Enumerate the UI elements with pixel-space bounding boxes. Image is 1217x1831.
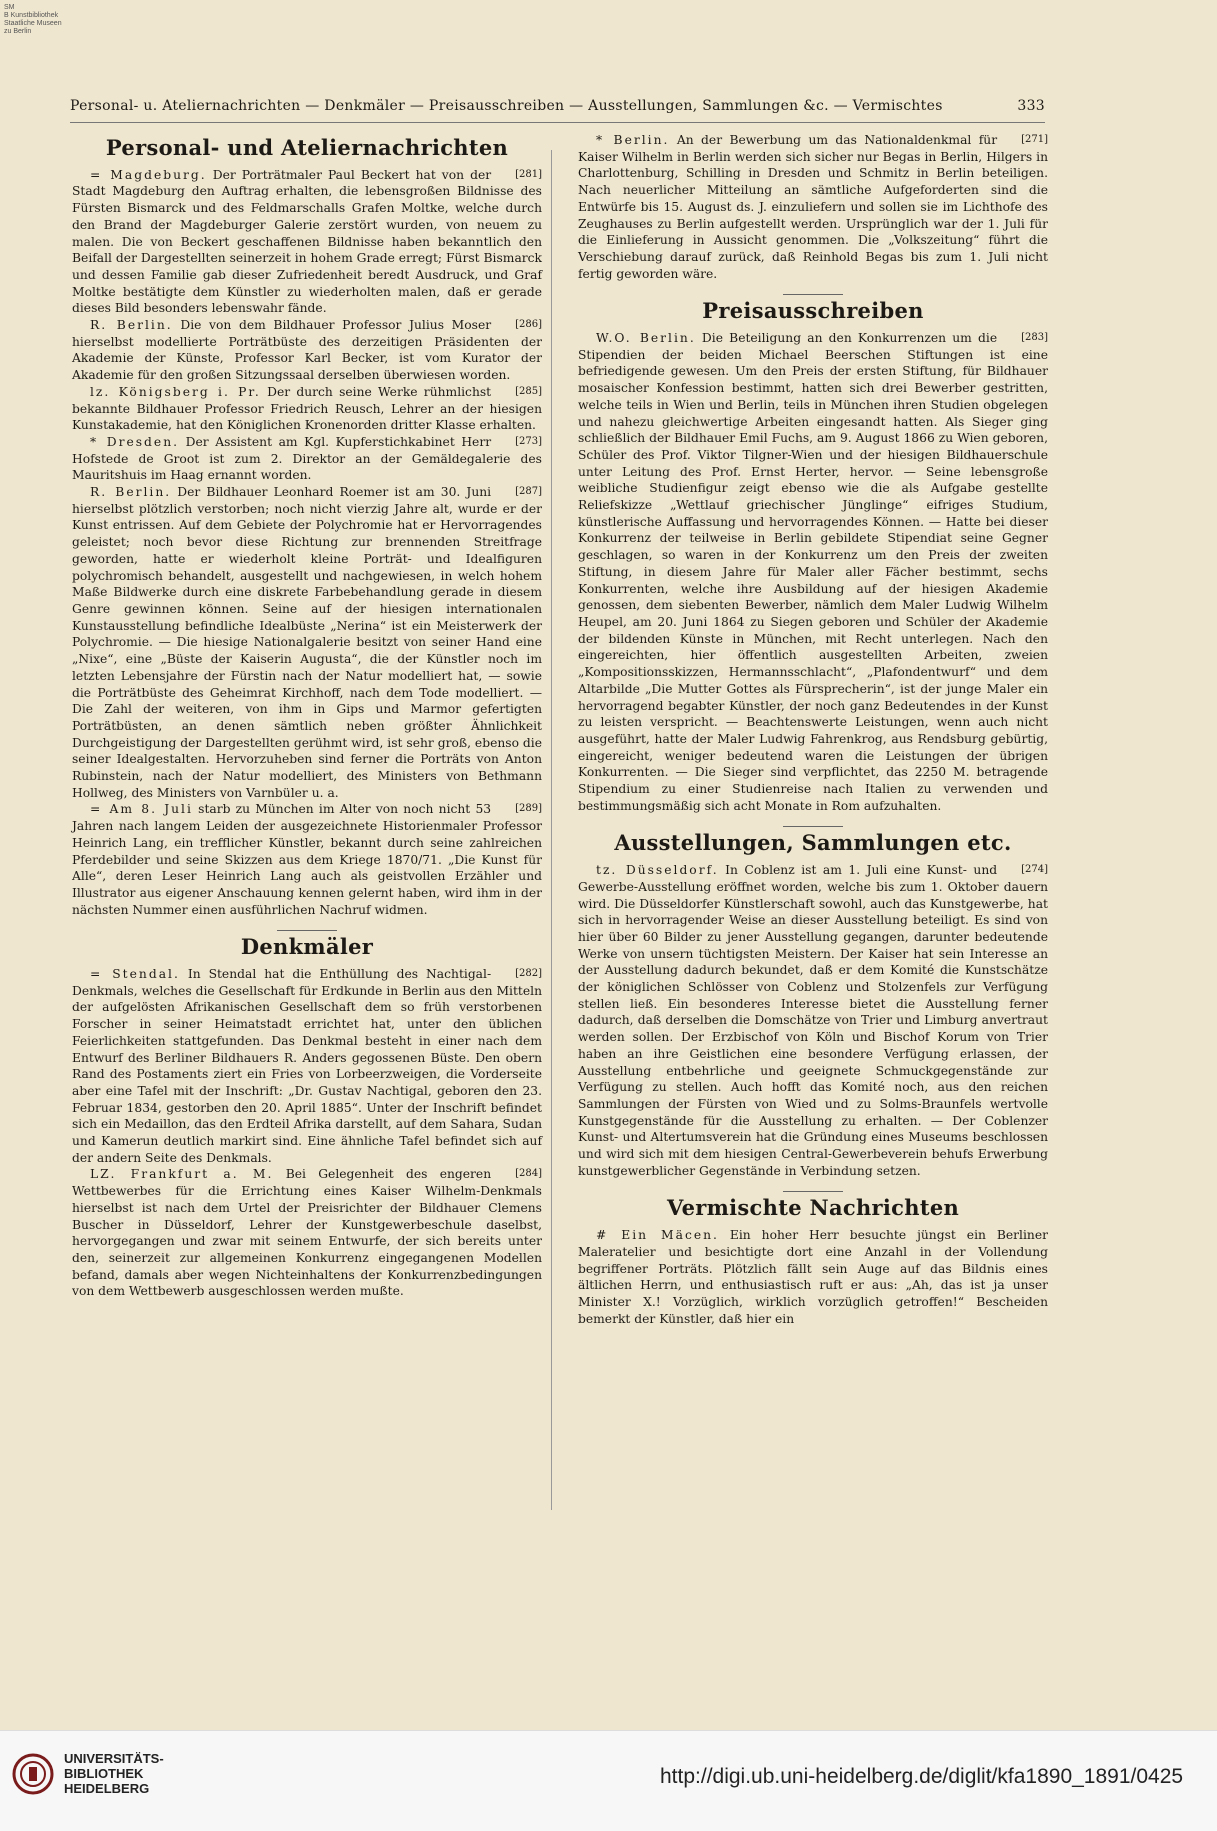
exhibitions-list: [578, 862, 1048, 1179]
university-seal-icon: [12, 1753, 54, 1795]
reference-number: [281]: [515, 168, 542, 180]
footer-bar: [0, 1730, 1217, 1831]
news-paragraph: [72, 434, 542, 484]
paragraph-text: starb zu München im Alter von noch nicht 53 Jahren nach langem Leiden der ausgezeichnete Historienmaler Professor Heinrich Lang, ein trefflicher Künstler, bekannt durch seine zahlreichen Pferdebilder und seine Skizzen aus dem Kriege 1870/71. „Die Kunst für Alle“, deren Leser Heinrich Lang auch als geistvollen Erzähler und Illustrator aus eigener Anschauung kennen gelernt haben, wird ihm in der nächsten Nummer einen ausführlichen Nachruf widmen.: [72, 802, 542, 917]
running-header: [70, 98, 1045, 114]
stamp-line: Staatliche Museen: [4, 20, 62, 27]
paragraph-text: Bei Gelegenheit des engeren Wettbewerbes für die Errichtung eines Kaiser Wilhelm-Denkmals hierselbst ist nach dem Urtel der Preisrichter der Bildhauer Clemens Buscher in Düsseldorf, Lehrer der Kunstgewerbeschule daselbst, hervorgegangen und zwar mit seinem Entwurfe, der sich bereits unter den, seinerzeit zur allgemeinen Konkurrenz eingegangenen Modellen befand, damals aber wegen Nichteinhaltens der Konkurrenzbedingungen von dem Wettbewerb ausgeschlossen werden mußte.: [72, 1167, 542, 1299]
paragraph-text: Ein hoher Herr besuchte jüngst ein Berliner Maleratelier und besichtigte dort eine Anzahl in der Vollendung begriffener Porträts. Plötzlich fällt sein Auge auf das Bildnis eines ältlichen Herrn, und enthusiastisch ruft er aus: „Ah, das ist ja unser Minister X.! Vorzüglich, wirklich vorzüglich getroffen!“ Bescheiden bemerkt der Künstler, daß hier ein: [578, 1228, 1048, 1326]
paragraph-text: Der durch seine Werke rühmlichst bekannte Bildhauer Professor Friedrich Reusch, Lehrer an der hiesigen Kunstakademie, hat den Königlichen Kronenorden dritter Klasse erhalten.: [72, 384, 542, 433]
news-paragraph: [578, 330, 1048, 814]
reference-number: [286]: [515, 319, 542, 331]
miscellaneous-list: [578, 1227, 1048, 1327]
running-title: Personal- u. Ateliernachrichten — Denkmäler — Preisausschreiben — Ausstellungen, Sammlungen &c. — Vermischtes: [70, 98, 943, 114]
header-rule: [70, 122, 1045, 123]
section-separator: [277, 930, 337, 931]
section-separator: [783, 1191, 843, 1192]
dateline: tz. Düsseldorf.: [596, 863, 719, 878]
section-heading-competitions: Preisausschreiben: [702, 298, 924, 324]
reference-number: [273]: [515, 435, 542, 447]
news-paragraph: [578, 862, 1048, 1179]
stamp-line: SM: [4, 4, 15, 11]
right-column: [578, 132, 1048, 1327]
section-heading-miscellaneous: Vermischte Nachrichten: [666, 1195, 960, 1221]
section-heading-monuments: Denkmäler: [240, 934, 374, 960]
reference-number: [271]: [1021, 134, 1048, 145]
news-paragraph: [72, 801, 542, 918]
left-column: [72, 132, 542, 1300]
dateline: = Magdeburg.: [90, 167, 207, 182]
reference-number: [283]: [1021, 332, 1048, 344]
reference-number: [289]: [515, 803, 542, 815]
news-paragraph: [72, 1166, 542, 1300]
dateline: lz. Königsberg i. Pr.: [90, 384, 261, 399]
document-url-link[interactable]: http://digi.ub.uni-heidelberg.de/diglit/kfa1890_1891/0425: [660, 1765, 1184, 1788]
dateline: R. Berlin.: [90, 318, 173, 333]
paragraph-text: Der Bildhauer Leonhard Roemer ist am 30. Juni hierselbst plötzlich verstorben; noch nicht vierzig Jahre alt, wurde er der Kunst entrissen. Auf dem Gebiete der Polychromie hat er Hervorragendes geleistet; noch bevor diese Richtung zur brennenden Streitfrage geworden, hatte er wiederholt kleine Porträt- und Idealfiguren polychromisch behandelt, ausgestellt und nachgewiesen, in welch hohem Maße Bildwerke durch eine diskrete Farbebehandlung gerade in diesem Genre gewinnen können. Seine auf der hiesigen internationalen Kunstausstellung befindliche Idealbüste „Nerina“ ist ein Meisterwerk der Polychromie. — Die hiesige Nationalgalerie besitzt von seiner Hand eine „Nixe“, eine „Büste der Kaiserin Augusta“, die der Künstler noch im letzten Lebensjahre der Fürstin nach der Natur modelliert hat, — sowie die Porträtbüste des Geheimrat Kirchhoff, nach dem Tode modelliert. — Die Zahl der weiteren, von ihm in Gips und Marmor gefertigten Porträtbüsten, an denen sämtlich neben größter Ähnlichkeit Durchgeistigung der Dargestellten gerühmt wird, ist sehr groß, ebenso die seiner Idealgestalten. Hervorzuheben sind ferner die Porträts von Anton Rubinstein, nach der Natur modelliert, des Ministers von Bethmann Hollweg, des Ministers von Varnbüler u. a.: [72, 485, 542, 800]
library-line: HEIDELBERG: [64, 1781, 150, 1796]
reference-number: [284]: [515, 1168, 542, 1180]
news-paragraph: [72, 167, 542, 317]
reference-number: [285]: [515, 385, 542, 397]
column-divider: [551, 150, 552, 1510]
section-heading-exhibitions: Ausstellungen, Sammlungen etc.: [614, 830, 1012, 856]
paragraph-text: Der Porträtmaler Paul Beckert hat von der Stadt Magdeburg den Auftrag erhalten, die lebensgroßen Bildnisse des Fürsten Bismarck und des Feldmarschalls Grafen Moltke, welche durch den Brand der Magdeburger Galerie zerstört wurden, von neuem zu malen. Die von Beckert geschaffenen Bildnisse haben bekanntlich den Beifall der Dargestellten seinerzeit in hohem Grade erregt; Fürst Bismarck und dessen Familie gab dieser Zufriedenheit beredt Ausdruck, und Graf Moltke bestätigte dem Künstler zu wiederholten malen, daß er gerade dieses Bild besonders lebenswahr fände.: [72, 167, 542, 316]
news-paragraph: [72, 384, 542, 434]
reference-number: [282]: [515, 968, 542, 980]
reference-number: [274]: [1021, 864, 1048, 876]
paragraph-text: An der Bewerbung um das Nationaldenkmal für Kaiser Wilhelm in Berlin werden sich sicher nur Begas in Berlin, Hilgers in Charlottenburg, Schilling in Dresden und Schmitz in Berlin beteiligen. Nach neuerlicher Mitteilung an sämtliche Aufgeforderten sind die Entwürfe bis 15. August ds. J. einzuliefern und sollen sie im Lichthofe des Zeughauses zu Berlin aufgestellt werden. Ursprünglich war der 1. Juli für die Einlieferung in Aussicht genommen. Die „Volkszeitung“ führt die Verschiebung darauf zurück, daß Reinhold Begas bis zum 1. Juli nicht fertig geworden wäre.: [578, 133, 1048, 281]
dateline: * Berlin.: [596, 133, 670, 147]
dateline: = Am 8. Juli: [90, 802, 193, 817]
section-heading-personal: Personal- und Ateliernachrichten: [105, 135, 509, 160]
competitions-list: [578, 330, 1048, 814]
section-separator: [783, 826, 843, 827]
library-line: BIBLIOTHEK: [64, 1766, 144, 1781]
reference-number: [287]: [515, 486, 542, 498]
news-paragraph: [578, 1227, 1048, 1327]
paragraph-text: In Stendal hat die Enthüllung des Nachtigal-Denkmals, welches die Gesellschaft für Erdkunde in Berlin aus den Mitteln der aufgelösten Afrikanischen Gesellschaft dem so früh verstorbenen Forscher in seiner Heimatstadt errichtet hat, unter den üblichen Feierlichkeiten stattgefunden. Das Denkmal besteht in einer nach dem Entwurf des Berliner Bildhauers R. Anders gegossenen Büste. Den obern Rand des Postaments ziert ein Fries von Lorbeerzweigen, die Vorderseite aber eine Tafel mit der Inschrift: „Dr. Gustav Nachtigal, geboren den 23. Februar 1834, gestorben den 20. April 1885“. Unter der Inschrift befindet sich ein Medaillon, das den Erdteil Afrika darstellt, auf dem Sahara, Sudan und Kamerun deutlich markirt sind. Eine ähnliche Tafel befindet sich auf der andern Seite des Denkmals.: [72, 967, 542, 1165]
library-name: [64, 1751, 164, 1796]
paragraph-text: In Coblenz ist am 1. Juli eine Kunst- und Gewerbe-Ausstellung eröffnet worden, welche bis zum 1. Oktober dauern wird. Die Düsseldorfer Künstlerschaft sowohl, auch das Kunstgewerbe, hat sich in hervorragender Weise an dieser Ausstellung beteiligt. Es sind von hier über 60 Bilder zu jener Ausstellung gegangen, darunter bedeutende Werke von unsern tüchtigsten Meistern. Der Kaiser hat sein Interesse an der Ausstellung dadurch bekundet, daß er dem Komité die Kunstschätze der königlichen Schlösser von Coblenz und Stolzenfels zur Verfügung stellen ließ. Ein besonderes Interesse bietet die Ausstellung ferner dadurch, daß derselben die Domschätze von Trier und Limburg anvertraut werden sollen. Der Erzbischof von Köln und Bischof Korum von Trier haben an ihre Geistlichen eine besondere Verfügung erlassen, der Ausstellung entbehrliche und geeignete Schmuckgegenstände zur Verfügung zu stellen. Auch hofft das Komité noch, aus den reichen Sammlungen der Fürsten von Wied und zu Solms-Braunfels wertvolle Kunstgegenstände für die Ausstellung zu erhalten. — Der Coblenzer Kunst- und Altertumsverein hat die Gründung eines Museums beschlossen und wird sich mit dem hiesigen Central-Gewerbeverein behufs Erwerbung kunstgewerblicher Gegenstände in Verbindung setzen.: [578, 863, 1048, 1178]
dateline: R. Berlin.: [90, 485, 172, 500]
news-paragraph: [578, 132, 1048, 282]
news-paragraph: [72, 317, 542, 384]
page-number: 333: [1017, 98, 1045, 114]
section-separator: [783, 294, 843, 295]
library-stamp: [4, 4, 62, 36]
dateline: # Ein Mäcen.: [596, 1228, 719, 1243]
monuments-list: [72, 966, 542, 1300]
dateline: W.O. Berlin.: [596, 331, 696, 346]
dateline: * Dresden.: [90, 434, 180, 449]
personal-news-list: [72, 167, 542, 919]
dateline: LZ. Frankfurt a. M.: [90, 1167, 274, 1182]
continued-news-list: [578, 132, 1048, 282]
stamp-line: zu Berlin: [4, 28, 32, 35]
news-paragraph: [72, 484, 542, 801]
paragraph-text: Die von dem Bildhauer Professor Julius Moser hierselbst modellierte Porträtbüste des derzeitigen Präsidenten der Akademie der Künste, Professor Karl Becker, ist vom Kurator der Akademie für den großen Sitzungssaal derselben überwiesen worden.: [72, 318, 542, 383]
news-paragraph: [72, 966, 542, 1166]
library-line: UNIVERSITÄTS-: [64, 1751, 164, 1766]
paragraph-text: Der Assistent am Kgl. Kupferstichkabinet Herr Hofstede de Groot ist zum 2. Direktor an der Gemäldegalerie des Mauritshuis im Haag ernannt worden.: [72, 434, 542, 483]
paragraph-text: Die Beteiligung an den Konkurrenzen um die Stipendien der beiden Michael Beerschen Stiftungen ist eine befriedigende gewesen. Um den Preis der ersten Stiftung, für Bildhauer mosaischer Konfession bestimmt, hatten sich drei Bewerber gestritten, welche teils in Wien und Berlin, teils in München ihren Studien obgelegen und nahezu gleichwertige Arbeiten eingesandt hatten. Als Sieger ging schließlich der Bildhauer Emil Fuchs, am 9. August 1866 zu Wien geboren, Schüler des Prof. Viktor Tilgner-Wien und der hiesigen Bildhauerschule unter Leitung des Prof. Ernst Herter, hervor. — Seine lebensgroße weibliche Studienfigur zeigt ebenso wie die als Aufgabe gestellte Reliefskizze „Wettlauf griechischer Jünglinge“ eifriges Studium, künstlerische Auffassung und hervorragendes Können. — Hatte bei dieser Konkurrenz der teilweise in Berlin gebildete Stipendiat seine Gegner geschlagen, so waren in der Konkurrenz um den Preis der zweiten Stiftung, in diesem Jahre für Maler aller Fächer bestimmt, sechs Konkurrenten, welche ihre Ausbildung auf der hiesigen Akademie genossen, dem siebenten Bewerber, nämlich dem Maler Ludwig Wilhelm Heupel, am 20. Juni 1864 zu Siegen geboren und Schüler der Akademie der bildenden Künste in München, mit Recht unterlegen. Nach den eingereichten, hier öffentlich ausgestellten Arbeiten, zweien „Kompositionsskizzen, Hermannsschlacht“, „Plafondentwurf“ und dem Altarbilde „Die Mutter Gottes als Fürsprecherin“, ist der junge Maler ein hervorragend begabter Künstler, der noch ganz Bedeutendes in der Kunst zu leisten verspricht. — Beachtenswerte Leistungen, wenn auch nicht ausgeführt, hatte der Maler Ludwig Fahrenkrog, aus Rendsburg gebürtig, eingereicht, weniger bedeutend waren die Leistungen der übrigen Konkurrenten. — Die Sieger sind verpflichtet, das 2250 M. betragende Stipendium zu einer Studienreise nach Italien zu verwenden und bestimmungsmäßig sich acht Monate in Rom aufzuhalten.: [578, 331, 1048, 813]
dateline: = Stendal.: [90, 967, 180, 982]
stamp-line: B Kunstbibliothek: [4, 12, 59, 19]
